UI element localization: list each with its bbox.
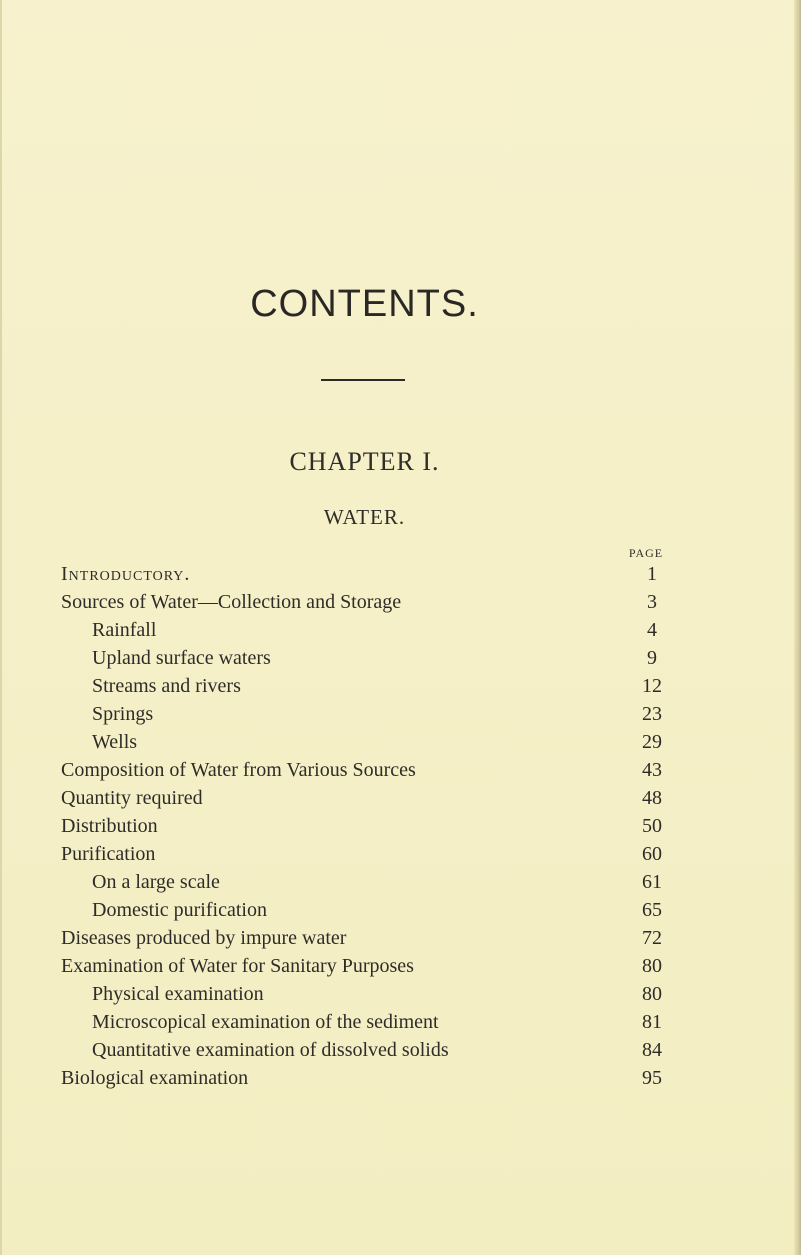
toc-entry: [0, 1036, 801, 1064]
toc-entry-title: Distribution: [61, 815, 158, 837]
toc-entry-title: Rainfall: [92, 619, 157, 641]
toc-entry-page: 80: [642, 955, 662, 977]
toc-entry-page: 65: [642, 899, 662, 921]
toc-entry-title: Introductory.: [61, 563, 191, 585]
toc-entry-title: Streams and rivers: [92, 675, 241, 697]
toc-entry-title: Physical examination: [92, 983, 264, 1005]
toc-entry-title: Domestic purification: [92, 899, 267, 921]
toc-entry: [0, 672, 801, 700]
toc-entry: [0, 952, 801, 980]
toc-entry-page: 60: [642, 843, 662, 865]
toc-entry-title: Diseases produced by impure water: [61, 927, 347, 949]
toc-entry-page: 80: [642, 983, 662, 1005]
toc-entry-title: Microscopical examination of the sediment: [92, 1011, 439, 1033]
toc-entry-page: 95: [642, 1067, 662, 1089]
chapter-heading: CHAPTER I.: [289, 447, 440, 476]
title-divider: [321, 379, 405, 381]
toc-entry: [0, 980, 801, 1008]
toc-entry-title: Biological examination: [61, 1067, 249, 1089]
toc-entry-title: Upland surface waters: [92, 647, 271, 669]
toc-entry-page: 3: [647, 591, 657, 613]
toc-entry-title: Examination of Water for Sanitary Purposes: [61, 955, 414, 977]
toc-entry: [0, 616, 801, 644]
toc-entry-title: Wells: [92, 731, 138, 753]
toc-entry-page: 81: [642, 1011, 662, 1033]
toc-entry: [0, 924, 801, 952]
toc-entry-page: 23: [642, 703, 662, 725]
toc-entry: [0, 560, 801, 588]
toc-entry-title: Quantity required: [61, 787, 203, 809]
toc-entry: [0, 1008, 801, 1036]
toc-entry-page: 61: [642, 871, 662, 893]
chapter-subtitle: WATER.: [323, 505, 406, 529]
toc-entry-page: 84: [642, 1039, 662, 1061]
toc-entry-title: Sources of Water—Collection and Storage: [61, 591, 402, 613]
toc-entry: [0, 728, 801, 756]
toc-entry-page: 12: [642, 675, 662, 697]
toc-entry-title: On a large scale: [92, 871, 220, 893]
toc-entry: [0, 1064, 801, 1092]
toc-entry-page: 9: [647, 647, 657, 669]
toc-entry-page: 48: [642, 787, 662, 809]
toc-entry: [0, 840, 801, 868]
toc-entry-title: Purification: [61, 843, 156, 865]
toc-entry-title: Composition of Water from Various Sources: [61, 759, 416, 781]
toc-entry: [0, 896, 801, 924]
toc-entry-page: 43: [642, 759, 662, 781]
toc-entry: [0, 784, 801, 812]
toc-entry: [0, 644, 801, 672]
toc-entry: [0, 588, 801, 616]
page-column-header: PAGE: [628, 546, 664, 560]
toc-entry-title: Springs: [92, 703, 154, 725]
toc-entry-title: Quantitative examination of dissolved solids: [92, 1039, 449, 1061]
toc-entry-page: 50: [642, 815, 662, 837]
toc-entry: [0, 868, 801, 896]
toc-entry: [0, 700, 801, 728]
toc-entry-page: 72: [642, 927, 662, 949]
contents-title: CONTENTS.: [250, 283, 479, 325]
toc-entry-page: 4: [647, 619, 657, 641]
toc-entry: [0, 756, 801, 784]
toc-entry: [0, 812, 801, 840]
toc-entry-page: 29: [642, 731, 662, 753]
toc-entry-page: 1: [647, 563, 657, 585]
